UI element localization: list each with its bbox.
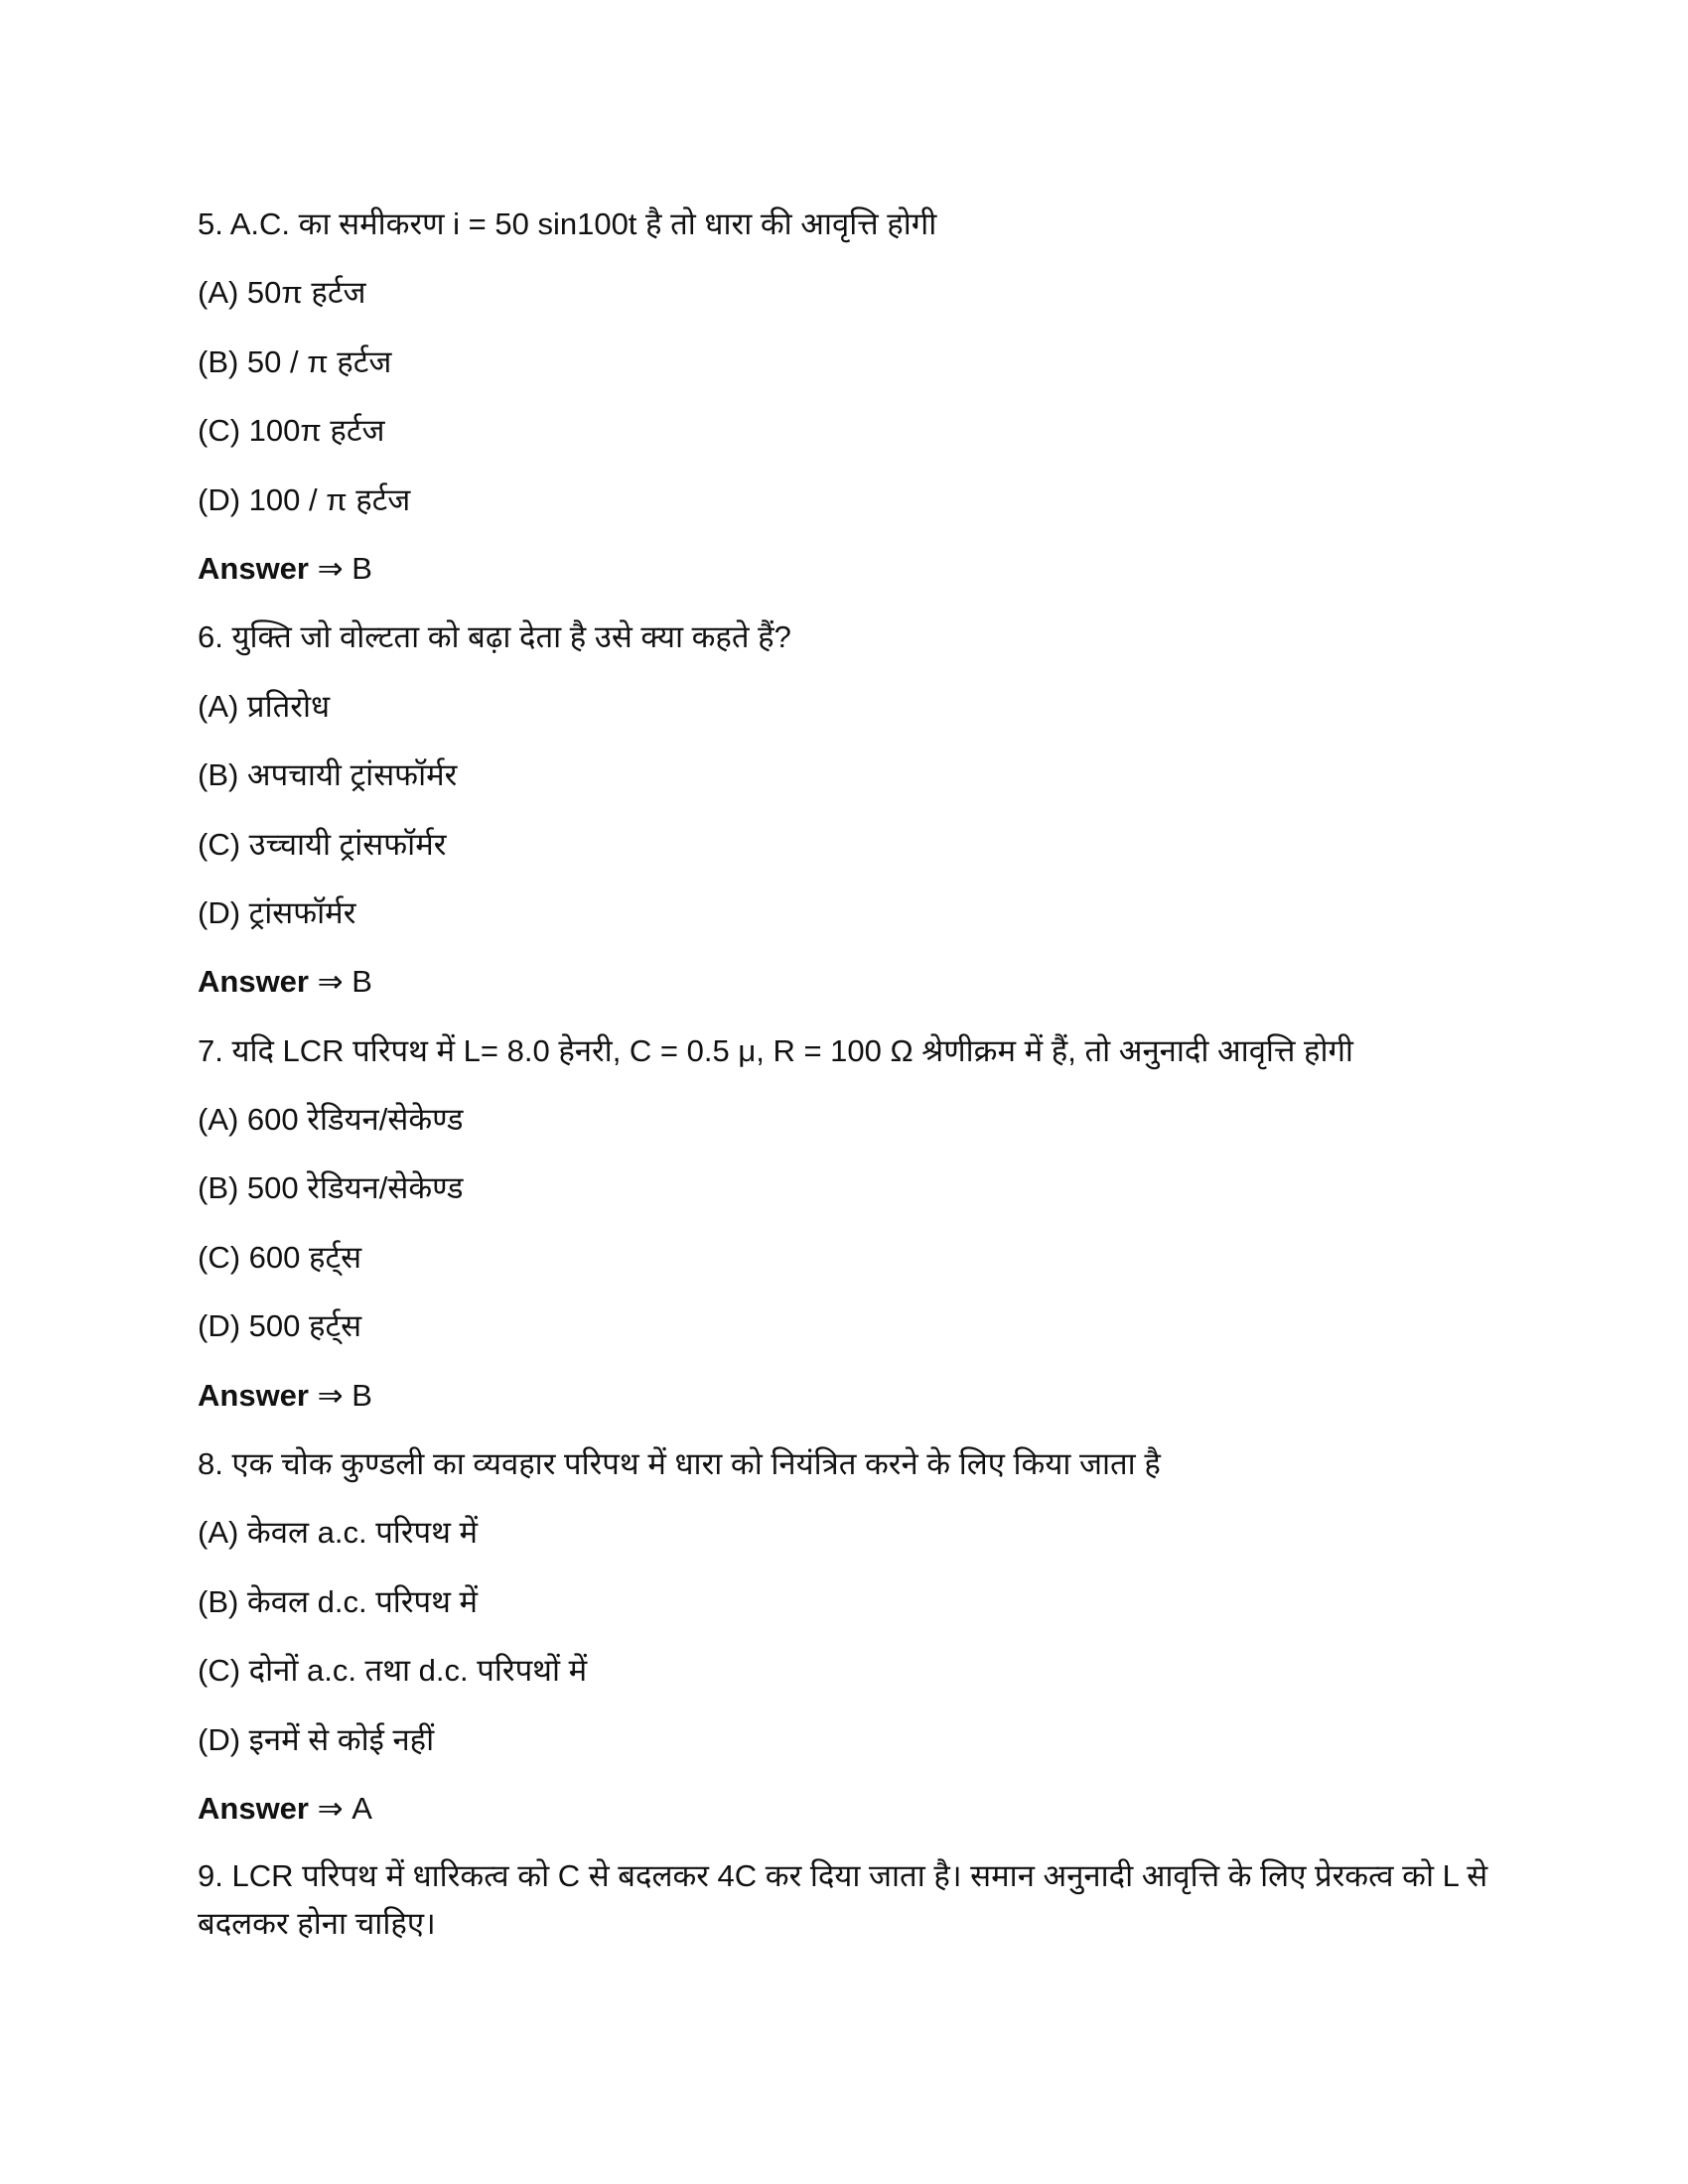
- option-c: (C) दोनों a.c. तथा d.c. परिपथों में: [198, 1653, 588, 1689]
- option-b: (B) 50 / π हर्टज: [198, 343, 392, 379]
- option-b: (B) 500 रेडियन/सेकेण्ड: [198, 1170, 464, 1206]
- answer-value: B: [352, 1377, 372, 1413]
- option-d: (D) इनमें से कोई नहीं: [198, 1721, 435, 1757]
- answer-value: B: [352, 964, 372, 1000]
- question-text: 7. यदि LCR परिपथ में L= 8.0 हेनरी, C = 0.5 μ, R = 100 Ω श्रेणीक्रम में हैं, तो अनुनादी आवृत्ति होगी: [198, 1032, 1353, 1068]
- arrow-icon: ⇒: [317, 964, 344, 1000]
- option-a: (A) 50π हर्टज: [198, 275, 366, 311]
- answer-value: A: [352, 1790, 372, 1826]
- option-a: (A) प्रतिरोध: [198, 688, 331, 724]
- option-d: (D) 100 / π हर्टज: [198, 481, 411, 517]
- option-a: (A) केवल a.c. परिपथ में: [198, 1515, 479, 1551]
- answer-line: [198, 947, 1488, 1016]
- arrow-icon: ⇒: [317, 550, 344, 586]
- option-d: (D) 500 हर्ट्स: [198, 1308, 362, 1344]
- question-text: 5. A.C. का समीकरण i = 50 sin100t है तो धारा की आवृत्ति होगी: [198, 206, 937, 241]
- answer-line: [198, 1774, 1488, 1843]
- question-text: 8. एक चोक कुण्डली का व्यवहार परिपथ में धारा को नियंत्रित करने के लिए किया जाता है: [198, 1446, 1161, 1482]
- answer-label: Answer: [198, 550, 309, 586]
- document-page: [198, 190, 1488, 1948]
- option-b: (B) अपचायी ट्रांसफॉर्मर: [198, 757, 458, 793]
- question-text: 9. LCR परिपथ में धारिकत्व को C से बदलकर 4C कर दिया जाता है। समान अनुनादी आवृत्ति के लिए प्रेरकत्व को L से बदलकर होना चाहिए।: [198, 1858, 1488, 1942]
- option-a: (A) 600 रेडियन/सेकेण्ड: [198, 1102, 464, 1138]
- arrow-icon: ⇒: [317, 1790, 344, 1826]
- option-c: (C) 100π हर्टज: [198, 413, 385, 449]
- answer-value: B: [352, 550, 372, 586]
- option-c: (C) 600 हर्ट्स: [198, 1239, 362, 1275]
- answer-line: [198, 534, 1488, 603]
- option-c: (C) उच्चायी ट्रांसफॉर्मर: [198, 826, 447, 862]
- answer-label: Answer: [198, 1377, 309, 1413]
- arrow-icon: ⇒: [317, 1377, 344, 1413]
- answer-label: Answer: [198, 1790, 309, 1826]
- answer-label: Answer: [198, 964, 309, 1000]
- option-d: (D) ट्रांसफॉर्मर: [198, 894, 356, 930]
- answer-line: [198, 1361, 1488, 1430]
- question-text: 6. युक्ति जो वोल्टता को बढ़ा देता है उसे क्या कहते हैं?: [198, 619, 791, 655]
- option-b: (B) केवल d.c. परिपथ में: [198, 1583, 479, 1619]
